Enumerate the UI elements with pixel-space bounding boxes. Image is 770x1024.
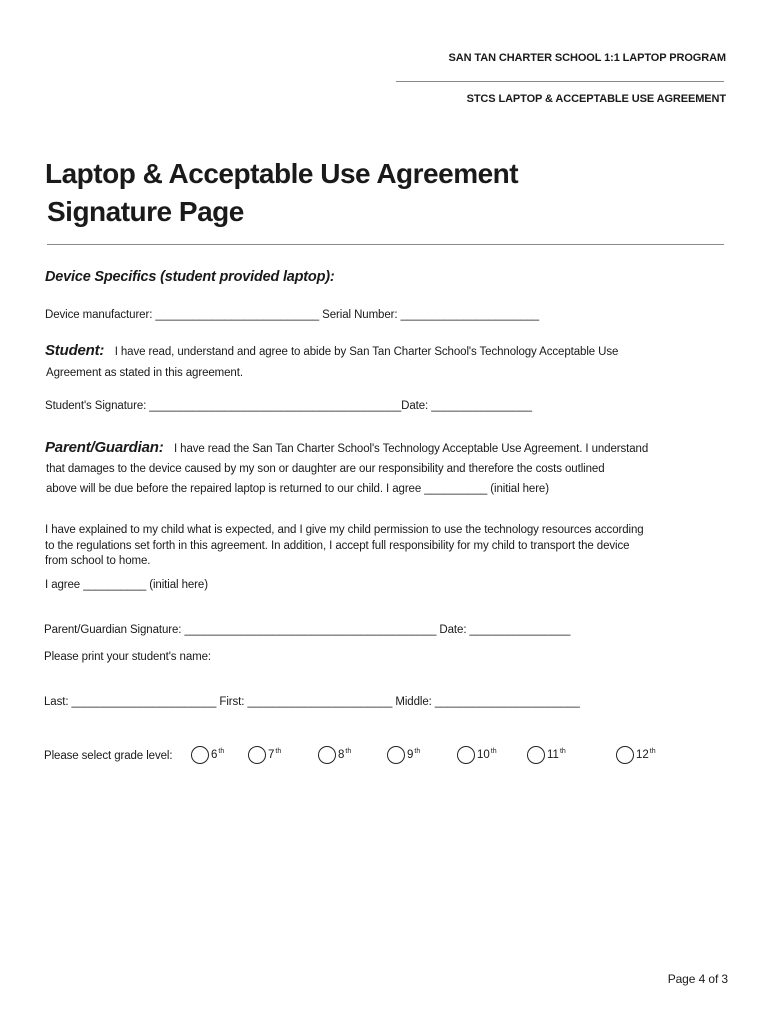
parent-para2-line2: to the regulations set forth in this agreement. In addition, I accept full responsibility for my child to transport the device xyxy=(45,540,630,552)
radio-circle-icon[interactable] xyxy=(248,746,266,764)
parent-para2-line3: from school to home. xyxy=(45,555,151,567)
device-heading: Device Specifics (student provided laptop): xyxy=(45,269,335,285)
student-text-1: I have read, understand and agree to abide by San Tan Charter School's Technology Acceptable Use xyxy=(114,346,619,358)
page-number: Page 4 of 3 xyxy=(667,972,728,986)
grade-label: Please select grade level: xyxy=(44,750,173,762)
header-program: SAN TAN CHARTER SCHOOL 1:1 LAPTOP PROGRAM xyxy=(448,52,726,64)
parent-statement xyxy=(45,439,648,457)
parent-para2-line1: I have explained to my child what is expected, and I give my child permission to use the technology resources according xyxy=(45,524,644,536)
radio-circle-icon[interactable] xyxy=(318,746,336,764)
page-title: Laptop & Acceptable Use Agreement xyxy=(45,158,519,189)
print-name-prompt: Please print your student's name: xyxy=(44,651,212,663)
parent-agree-line[interactable]: I agree __________ (initial here) xyxy=(45,579,208,591)
radio-circle-icon[interactable] xyxy=(191,746,209,764)
parent-text-1: I have read the San Tan Charter School's Technology Acceptable Use Agreement. I understand xyxy=(173,443,649,455)
student-label: Student: xyxy=(45,342,105,359)
radio-circle-icon[interactable] xyxy=(457,746,475,764)
radio-circle-icon[interactable] xyxy=(387,746,405,764)
device-fields[interactable]: Device manufacturer: __________________________ Serial Number: ______________________ xyxy=(45,309,540,321)
student-statement xyxy=(45,342,618,360)
parent-label: Parent/Guardian: xyxy=(45,439,164,456)
title-divider xyxy=(47,244,724,245)
radio-circle-icon[interactable] xyxy=(527,746,545,764)
parent-text-3[interactable]: above will be due before the repaired laptop is returned to our child. I agree __________ (initial here) xyxy=(46,483,549,495)
student-name-fields[interactable]: Last: _______________________ First: _______________________ Middle: _______________________ xyxy=(44,696,580,708)
student-text-2: Agreement as stated in this agreement. xyxy=(46,367,243,379)
header-divider xyxy=(396,81,724,82)
parent-signature-line[interactable]: Parent/Guardian Signature: ________________________________________ Date: ________________ xyxy=(44,624,571,636)
student-signature-line[interactable]: Student's Signature: ________________________________________Date: ________________ xyxy=(45,400,532,412)
parent-text-2: that damages to the device caused by my son or daughter are our responsibility and therefore the costs outlined xyxy=(46,463,605,475)
page-subtitle: Signature Page xyxy=(47,196,244,227)
header-agreement: STCS LAPTOP & ACCEPTABLE USE AGREEMENT xyxy=(466,93,726,105)
radio-circle-icon[interactable] xyxy=(616,746,634,764)
